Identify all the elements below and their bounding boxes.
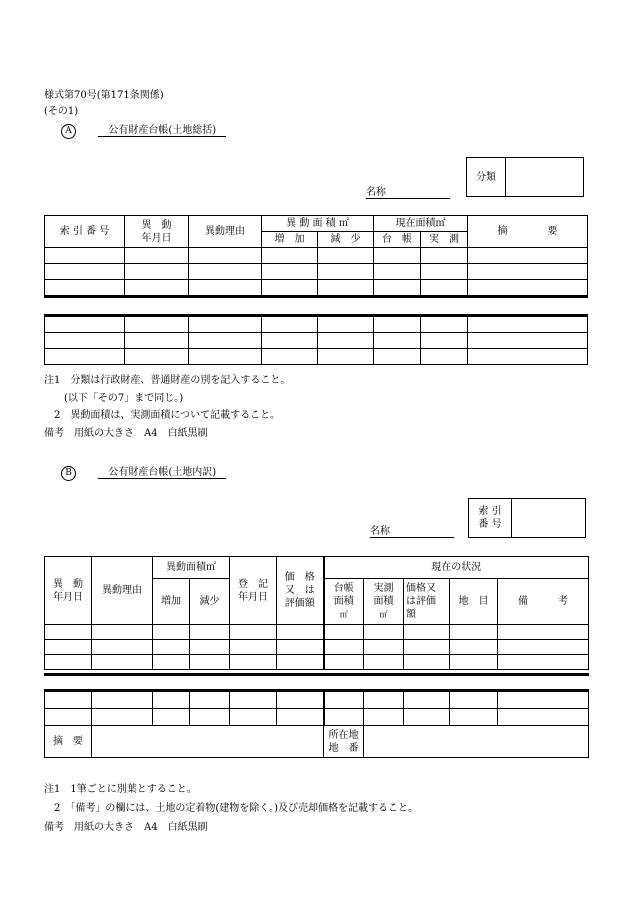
part-label: (その1)	[44, 106, 79, 117]
header-actual-area: 実測 面積 ㎡	[364, 579, 404, 625]
location-value-cell[interactable]	[364, 726, 589, 758]
section-b-notes: 注1 1筆ごとに別葉とすること。 2 「備考」の欄には、土地の定着物(建物を除く。)及び売却価格を記載すること。 備考 用紙の大きさ A4 白紙黒刷	[44, 784, 418, 833]
table-row	[45, 625, 589, 640]
class-label: 分類	[467, 158, 506, 197]
section-a-heading	[61, 121, 226, 139]
location-label: 所在地 地 番	[324, 726, 364, 758]
table-row	[45, 264, 588, 280]
section-a-title: 公有財産台帳(土地総括)	[98, 121, 226, 137]
form-number: 様式第70号(第171条関係)	[44, 90, 164, 101]
table-row	[45, 333, 588, 349]
header-remarks: 備 考	[498, 579, 589, 625]
section-b-mark: B	[61, 466, 76, 481]
summary-value-cell[interactable]	[92, 726, 324, 758]
table-row	[45, 655, 589, 670]
section-a-class-box	[466, 157, 584, 197]
table-row	[45, 248, 588, 264]
header-ledger-area: 台帳 面積 ㎡	[324, 579, 364, 625]
section-b-table-top	[44, 556, 589, 670]
table-break-line	[44, 673, 589, 676]
table-row	[45, 640, 589, 655]
header-index: 索 引 番 号	[45, 216, 125, 248]
index-value-cell[interactable]	[512, 499, 586, 538]
section-a-notes: 注1 分類は行政財産、普通財産の別を記入すること。 (以下「その7」まで同じ。) 2 異動面積は、実測面積について記載すること。 備考 用紙の大きさ A4 白紙黒刷	[44, 375, 291, 439]
header-change-area: 異動面積㎡	[153, 557, 230, 579]
header-reason: 異動理由	[189, 216, 262, 248]
section-b-table-bottom	[44, 691, 589, 758]
table-row	[45, 317, 588, 333]
header-actual: 実 測	[421, 232, 468, 248]
table-break-line	[44, 295, 588, 298]
header-increase: 増加	[153, 579, 190, 625]
table-row	[45, 349, 588, 365]
header-summary: 摘 要	[468, 216, 588, 248]
section-a-name-label: 名称	[366, 187, 386, 198]
section-a-table-top	[44, 215, 588, 296]
header-ledger: 台 帳	[374, 232, 421, 248]
header-registration-date: 登 記 年月日	[230, 557, 277, 625]
section-a-name-field[interactable]	[366, 183, 450, 199]
section-b-index-box	[468, 498, 586, 538]
index-label: 索 引 番 号	[469, 499, 512, 538]
header-reason: 異動理由	[92, 557, 153, 625]
header-change-area: 異 動 面 積 ㎡	[262, 216, 374, 232]
table-row	[45, 709, 589, 726]
header-increase: 増 加	[262, 232, 318, 248]
header-change-date: 異 動 年月日	[125, 216, 189, 248]
header-change-date: 異 動 年月日	[45, 557, 92, 625]
header-land-type: 地 目	[450, 579, 498, 625]
table-row	[45, 692, 589, 709]
section-a-table-bottom	[44, 316, 588, 365]
section-a-mark: A	[61, 124, 76, 139]
section-b-title: 公有財産台帳(土地内訳)	[98, 463, 226, 479]
table-row	[45, 280, 588, 296]
section-b-name-field[interactable]	[370, 522, 454, 538]
header-current-area: 現在面積㎡	[374, 216, 468, 232]
class-value-cell[interactable]	[506, 158, 584, 197]
header-current-status: 現在の状況	[324, 557, 589, 579]
header-price: 価 格 又 は 評価額	[277, 557, 324, 625]
section-b-name-label: 名称	[370, 526, 390, 537]
header-decrease: 減 少	[318, 232, 374, 248]
summary-label: 摘 要	[45, 726, 92, 758]
section-b-heading	[61, 463, 226, 481]
header-current-price: 価格又 は評価 額	[404, 579, 450, 625]
header-decrease: 減少	[190, 579, 230, 625]
